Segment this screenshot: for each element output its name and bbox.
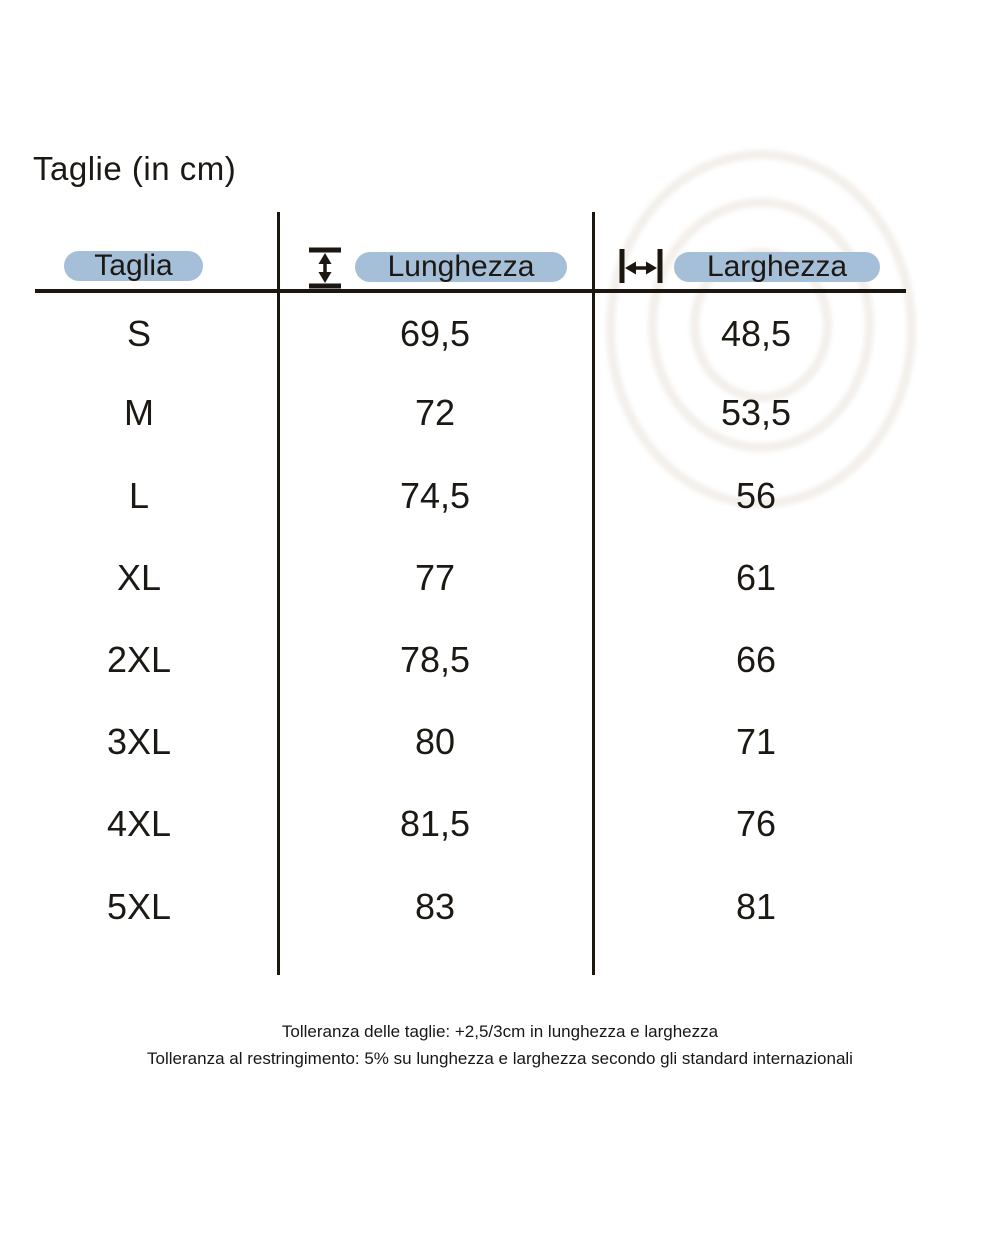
length-cell: 78,5: [399, 639, 471, 680]
table-row-l: [0, 476, 1000, 516]
length-cell: 83: [414, 886, 456, 927]
size-cell: 2XL: [106, 639, 172, 680]
length-cell: 69,5: [399, 313, 471, 354]
horizontal-measure-icon: [619, 246, 663, 286]
column-header-taglia: [64, 251, 203, 281]
column-header-larghezza-label: Larghezza: [706, 250, 848, 283]
length-cell: 72: [414, 392, 456, 433]
table-row-3xl: [0, 722, 1000, 762]
size-cell: 3XL: [106, 721, 172, 762]
tolerance-note-sizes: Tolleranza delle taglie: +2,5/3cm in lunghezza e larghezza: [281, 1022, 719, 1041]
size-cell: M: [124, 392, 154, 433]
tolerance-notes: [0, 1018, 1000, 1072]
table-row-2xl: [0, 640, 1000, 680]
vertical-measure-icon: [306, 247, 344, 289]
page-title: Taglie (in cm): [33, 150, 237, 187]
column-header-taglia-label: Taglia: [94, 249, 173, 282]
table-row-m: [0, 393, 1000, 433]
size-cell: 5XL: [106, 886, 172, 927]
width-cell: 48,5: [720, 313, 792, 354]
size-cell: S: [126, 313, 152, 354]
table-row-4xl: [0, 804, 1000, 844]
width-cell: 56: [735, 475, 777, 516]
width-cell: 76: [735, 803, 777, 844]
table-row-xl: [0, 558, 1000, 598]
size-cell: XL: [116, 557, 162, 598]
width-cell: 81: [735, 886, 777, 927]
length-cell: 81,5: [399, 803, 471, 844]
header-underline: [35, 289, 906, 293]
width-cell: 71: [735, 721, 777, 762]
column-header-lunghezza: [355, 252, 567, 282]
size-cell: L: [128, 475, 150, 516]
size-cell: 4XL: [106, 803, 172, 844]
width-cell: 66: [735, 639, 777, 680]
tolerance-note-shrinkage: Tolleranza al restringimento: 5% su lunghezza e larghezza secondo gli standard internazionali: [147, 1049, 853, 1068]
column-header-lunghezza-label: Lunghezza: [387, 250, 535, 283]
width-cell: 61: [735, 557, 777, 598]
table-row-5xl: [0, 887, 1000, 927]
width-cell: 53,5: [720, 392, 792, 433]
table-row-s: [0, 314, 1000, 354]
length-cell: 74,5: [399, 475, 471, 516]
length-cell: 77: [414, 557, 456, 598]
column-header-larghezza: [674, 252, 880, 282]
length-cell: 80: [414, 721, 456, 762]
